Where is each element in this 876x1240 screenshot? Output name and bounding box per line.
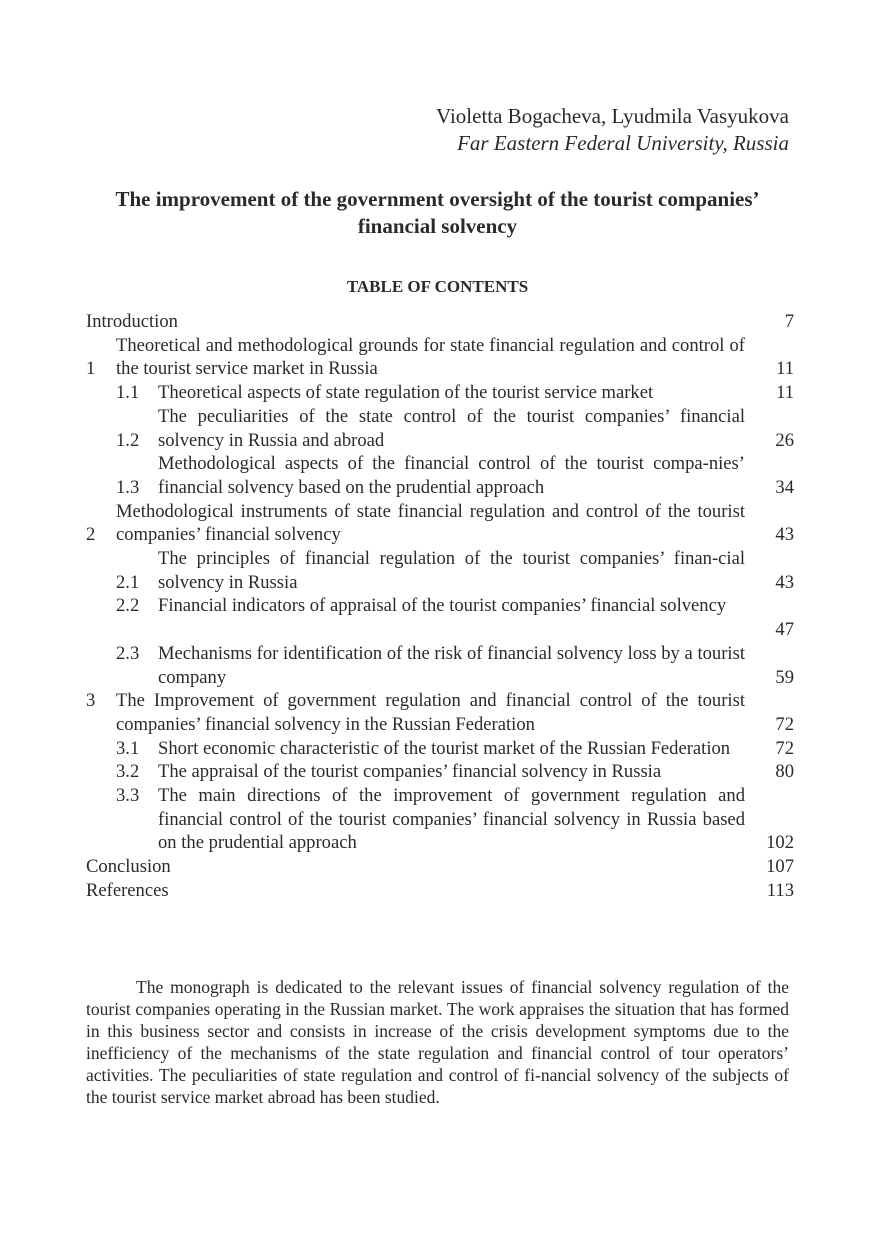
toc-entry-page: 34 [775, 476, 794, 498]
toc-entry-page: 11 [776, 382, 794, 404]
toc-entry-introduction[interactable] [86, 310, 794, 334]
toc-entry-chapter-1[interactable] [86, 334, 794, 381]
toc-entry-page: 102 [766, 832, 794, 854]
toc-entry-text: The appraisal of the tourist companies’ financial solvency in Russia [158, 761, 662, 783]
toc-entry-number: 1.3 [116, 476, 140, 498]
toc-entry-section-2-2[interactable] [86, 594, 794, 641]
toc-entry-text: Short economic characteristic of the tourist market of the Russian Federation [158, 737, 731, 759]
toc-entry-references[interactable] [86, 879, 794, 903]
toc-entry-text: Conclusion [86, 856, 171, 878]
toc-entry-text: Financial indicators of appraisal of the tourist companies’ financial solvency [158, 595, 727, 617]
toc-entry-text: Mechanisms for identification of the risk of financial solvency loss by a tourist company [158, 642, 745, 688]
toc-entry-page: 80 [775, 761, 794, 783]
affiliation: Far Eastern Federal University, Russia [457, 131, 789, 155]
paper-title: The improvement of the government oversight of the tourist companies’ financial solvency [115, 187, 760, 238]
toc-entry-text: Theoretical and methodological grounds for state financial regulation and control of the tourist service market in Russia [116, 334, 745, 380]
toc-entry-text: The main directions of the improvement of government regulation and financial control of the tourist companies’ financial solvency in Russia based on the prudential approach [158, 785, 745, 854]
toc-entry-page: 11 [776, 358, 794, 380]
toc-entry-page: 47 [775, 619, 794, 641]
toc-entry-number: 2 [86, 524, 96, 546]
toc-entry-section-2-3[interactable] [86, 642, 794, 689]
toc-entry-chapter-2[interactable] [86, 500, 794, 547]
toc-entry-section-3-1[interactable] [86, 737, 794, 761]
toc-entry-page: 7 [784, 311, 794, 332]
toc-entry-text: References [86, 879, 169, 901]
toc-entry-text: The principles of financial regulation of the tourist companies’ finan-cial solvency in Russia [158, 548, 745, 593]
toc-entry-section-1-3[interactable] [86, 452, 794, 499]
toc-entry-number: 1.2 [116, 429, 140, 451]
toc-entry-number: 3.3 [116, 785, 140, 807]
toc-entry-number: 3.2 [116, 761, 140, 783]
toc-entry-text: The Improvement of government regulation and financial control of the tourist companies’ financial solvency in the Russian Federation [116, 690, 745, 735]
abstract-paragraph: The monograph is dedicated to the relevant issues of financial solvency regulation of the tourist companies operating in the Russian market. The work appraises the situation that has formed in this business sector and consists in increase of the crisis development symptoms due to the inefficiency of the mechanisms of the state regulation and financial control of tour operators’ activities. The peculiarities of state regulation and control of fi-nancial solvency of the subjects of the tourist service market abroad has been studied. [86, 977, 789, 1107]
toc-entry-number: 3 [86, 690, 96, 712]
toc-entry-page: 72 [775, 713, 794, 735]
author-names: Violetta Bogacheva, Lyudmila Vasyukova [436, 104, 789, 128]
toc-entry-text: Methodological instruments of state financial regulation and control of the tourist companies’ financial solvency [116, 500, 745, 546]
toc-entry-page: 107 [766, 856, 794, 878]
toc-entry-text: The peculiarities of the state control of the tourist companies’ financial solvency in Russia and abroad [158, 405, 745, 451]
toc-entry-number: 3.1 [116, 737, 140, 759]
toc-entry-text: Theoretical aspects of state regulation of the tourist service market [158, 382, 654, 404]
toc-entry-number: 1 [86, 358, 96, 380]
toc-entry-section-2-1[interactable] [86, 547, 794, 594]
authors-block [300, 103, 789, 157]
toc-entry-number: 2.2 [116, 595, 140, 617]
toc-heading: TABLE OF CONTENTS [346, 277, 529, 296]
toc-entry-text: Introduction [86, 311, 178, 332]
toc-entry-number: 2.3 [116, 642, 140, 664]
toc-entry-number: 2.1 [116, 571, 140, 593]
toc-entry-page: 43 [775, 524, 794, 546]
table-of-contents [86, 310, 794, 903]
toc-entry-page: 43 [775, 571, 794, 593]
toc-entry-page: 59 [775, 666, 794, 688]
toc-entry-page: 72 [775, 737, 794, 759]
toc-entry-page: 113 [766, 879, 794, 901]
toc-entry-chapter-3[interactable] [86, 689, 794, 736]
toc-entry-section-3-3[interactable] [86, 784, 794, 855]
toc-entry-text: Methodological aspects of the financial control of the tourist compa-nies’ financial solvency based on the prudential approach [158, 453, 745, 498]
toc-entry-conclusion[interactable] [86, 855, 794, 879]
toc-entry-page: 26 [775, 429, 794, 451]
toc-entry-section-1-1[interactable] [86, 381, 794, 405]
toc-entry-section-3-2[interactable] [86, 760, 794, 784]
toc-entry-number: 1.1 [116, 382, 140, 404]
toc-entry-section-1-2[interactable] [86, 405, 794, 452]
